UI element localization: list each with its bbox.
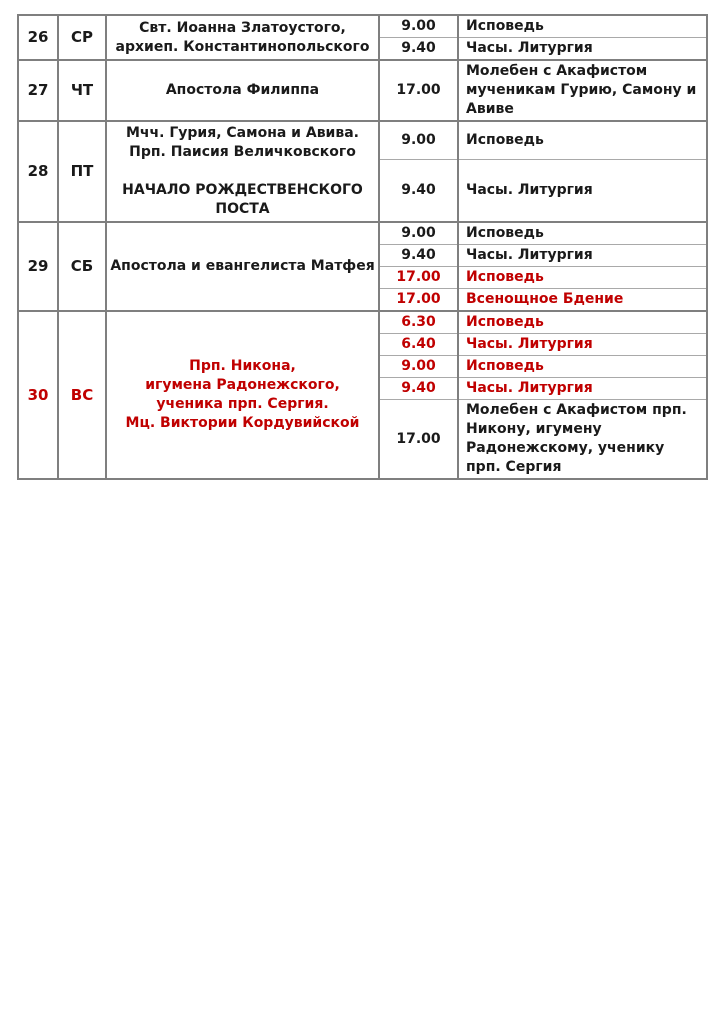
service-time: 9.00: [379, 15, 458, 38]
weekday-cell: ПТ: [58, 121, 106, 222]
service-name: Часы. Литургия: [458, 38, 707, 61]
service-name: Часы. Литургия: [458, 334, 707, 356]
service-time: 17.00: [379, 400, 458, 480]
date-cell: 27: [18, 60, 58, 121]
date-cell: 29: [18, 222, 58, 311]
feast-description-cell: [106, 15, 379, 60]
service-time: 17.00: [379, 60, 458, 121]
feast-description-line: [110, 162, 375, 181]
feast-description-line: НАЧАЛО РОЖДЕСТВЕНСКОГО: [122, 182, 363, 198]
feast-description-line: архиеп. Константинопольского: [115, 38, 370, 55]
service-time: 6.30: [379, 311, 458, 334]
schedule-row-29: [18, 222, 707, 311]
service-time: 9.00: [379, 356, 458, 378]
service-name: Исповедь: [458, 15, 707, 38]
feast-description-line: Апостола и евангелиста Матфея: [110, 258, 375, 274]
service-name: Исповедь: [458, 356, 707, 378]
feast-description-line: Мц. Виктории Кордувийской: [125, 415, 360, 431]
service-time: 9.40: [379, 38, 458, 61]
feast-description-line: игумена Радонежского,: [145, 377, 340, 393]
service-name: Часы. Литургия: [458, 245, 707, 267]
service-name: Исповедь: [458, 311, 707, 334]
weekday-cell: СБ: [58, 222, 106, 311]
service-time: 9.00: [379, 121, 458, 160]
service-name: Часы. Литургия: [458, 160, 707, 222]
weekday-cell: ЧТ: [58, 60, 106, 121]
feast-description-line: ученика прп. Сергия.: [156, 396, 329, 412]
weekday-cell: ВС: [58, 311, 106, 479]
schedule-row-28: [18, 121, 707, 222]
feast-description-line: ПОСТА: [215, 201, 270, 217]
feast-description-line: Апостола Филиппа: [165, 82, 320, 98]
feast-description-cell: [106, 222, 379, 311]
feast-description-line: Мчч. Гурия, Самона и Авива.: [126, 125, 359, 141]
schedule-row-27: [18, 60, 707, 121]
service-time: 17.00: [379, 267, 458, 289]
feast-description-line: Прп. Паисия Величковского: [129, 144, 356, 160]
service-name: Часы. Литургия: [458, 378, 707, 400]
service-time: 6.40: [379, 334, 458, 356]
date-cell: 28: [18, 121, 58, 222]
service-name: Исповедь: [458, 121, 707, 160]
feast-description-line: Свт. Иоанна Златоустого,: [139, 19, 346, 36]
schedule-row-30: [18, 311, 707, 479]
service-time: 17.00: [379, 289, 458, 312]
service-time: 9.40: [379, 160, 458, 222]
service-time: 9.40: [379, 378, 458, 400]
feast-description-line: Прп. Никона,: [189, 358, 296, 374]
service-name: Всенощное Бдение: [458, 289, 707, 312]
service-schedule-table: [17, 14, 708, 480]
service-time: 9.40: [379, 245, 458, 267]
service-name: Исповедь: [458, 267, 707, 289]
weekday-cell: СР: [58, 15, 106, 60]
service-name: Молебен с Акафистом прп. Никону, игумену Радонежскому, ученику прп. Сергия: [458, 400, 707, 480]
date-cell: 26: [18, 15, 58, 60]
feast-description-cell: [106, 311, 379, 479]
service-name: Исповедь: [458, 222, 707, 245]
date-cell: 30: [18, 311, 58, 479]
feast-description-cell: [106, 121, 379, 222]
feast-description-cell: [106, 60, 379, 121]
schedule-row-26: [18, 15, 707, 60]
service-name: Молебен с Акафистом мученикам Гурию, Самону и Авиве: [458, 60, 707, 121]
service-time: 9.00: [379, 222, 458, 245]
